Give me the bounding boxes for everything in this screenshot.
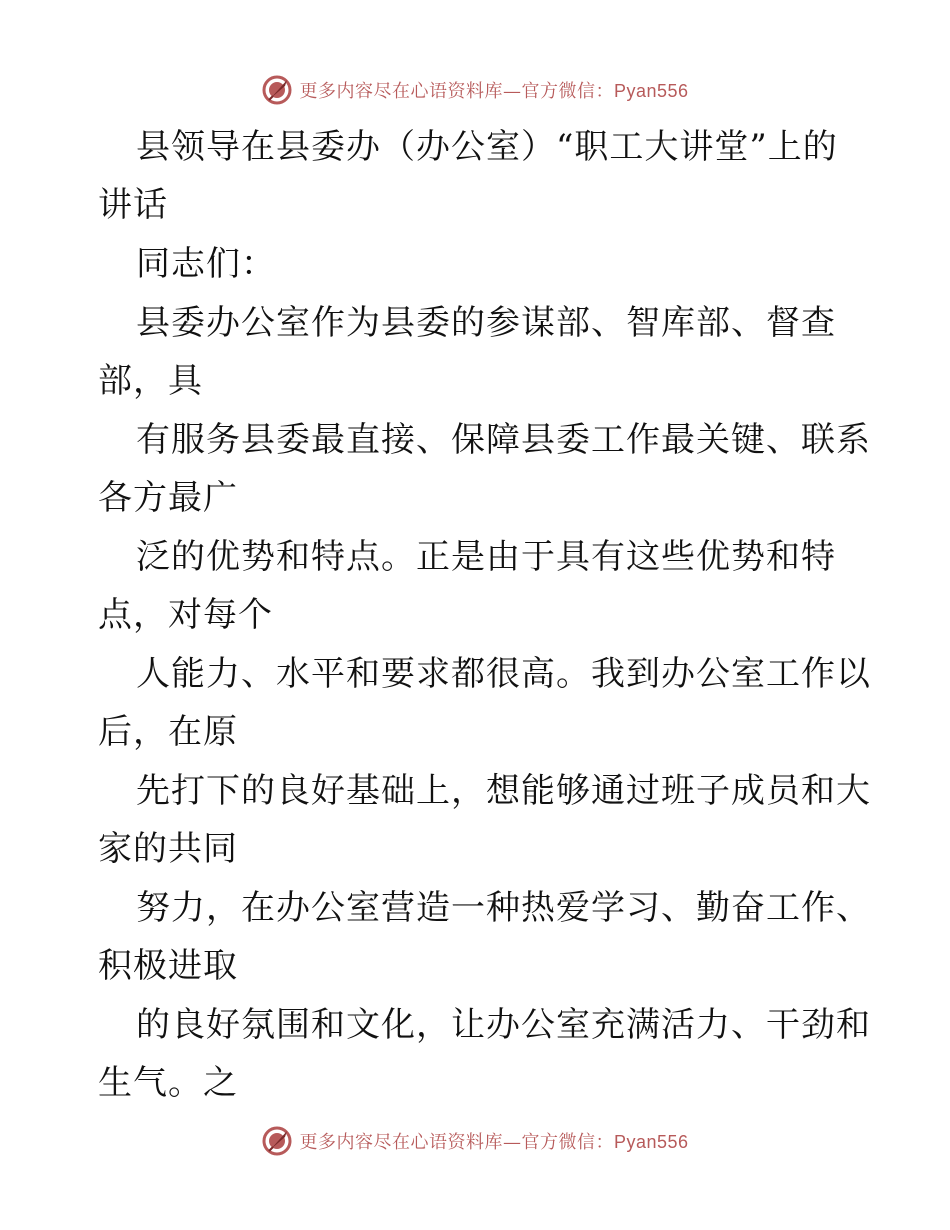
watermark-text-cn: 更多内容尽在心语资料库—官方微信： — [299, 1132, 614, 1153]
paragraph-line: 泛的优势和特点。正是由于具有这些优势和特 — [136, 537, 836, 577]
paragraph-line: 努力，在办公室营造一种热爱学习、勤奋工作、 — [136, 888, 871, 928]
paragraph-line: 部，具 — [98, 361, 203, 401]
footer-watermark — [0, 1121, 950, 1161]
watermark-wechat-id: Pyan556 — [613, 1132, 689, 1152]
paragraph-line: 有服务县委最直接、保障县委工作最关键、联系 — [136, 420, 871, 460]
watermark-wechat-id: Pyan556 — [613, 81, 689, 101]
header-watermark — [0, 70, 950, 110]
quill-seal-icon — [261, 1125, 293, 1157]
document-title-line-2: 讲话 — [98, 185, 168, 225]
paragraph-line: 生气。之 — [98, 1063, 238, 1103]
document-title-line-1: 县领导在县委办（办公室）“职工大讲堂”上的 — [136, 127, 838, 167]
salutation: 同志们： — [136, 244, 276, 284]
paragraph-line: 点，对每个 — [98, 595, 273, 635]
paragraph-line: 家的共同 — [98, 829, 238, 869]
watermark-text — [299, 77, 688, 103]
watermark-text-cn: 更多内容尽在心语资料库—官方微信： — [299, 81, 614, 102]
paragraph-line: 积极进取 — [98, 946, 238, 986]
paragraph-line: 各方最广 — [98, 478, 238, 518]
watermark-text — [299, 1128, 688, 1154]
paragraph-line: 先打下的良好基础上，想能够通过班子成员和大 — [136, 771, 871, 811]
paragraph-line: 县委办公室作为县委的参谋部、智库部、督查 — [136, 303, 836, 343]
quill-seal-icon — [261, 74, 293, 106]
paragraph-line: 后，在原 — [98, 712, 238, 752]
paragraph-line: 的良好氛围和文化，让办公室充满活力、干劲和 — [136, 1005, 871, 1045]
paragraph-line: 人能力、水平和要求都很高。我到办公室工作以 — [136, 654, 871, 694]
